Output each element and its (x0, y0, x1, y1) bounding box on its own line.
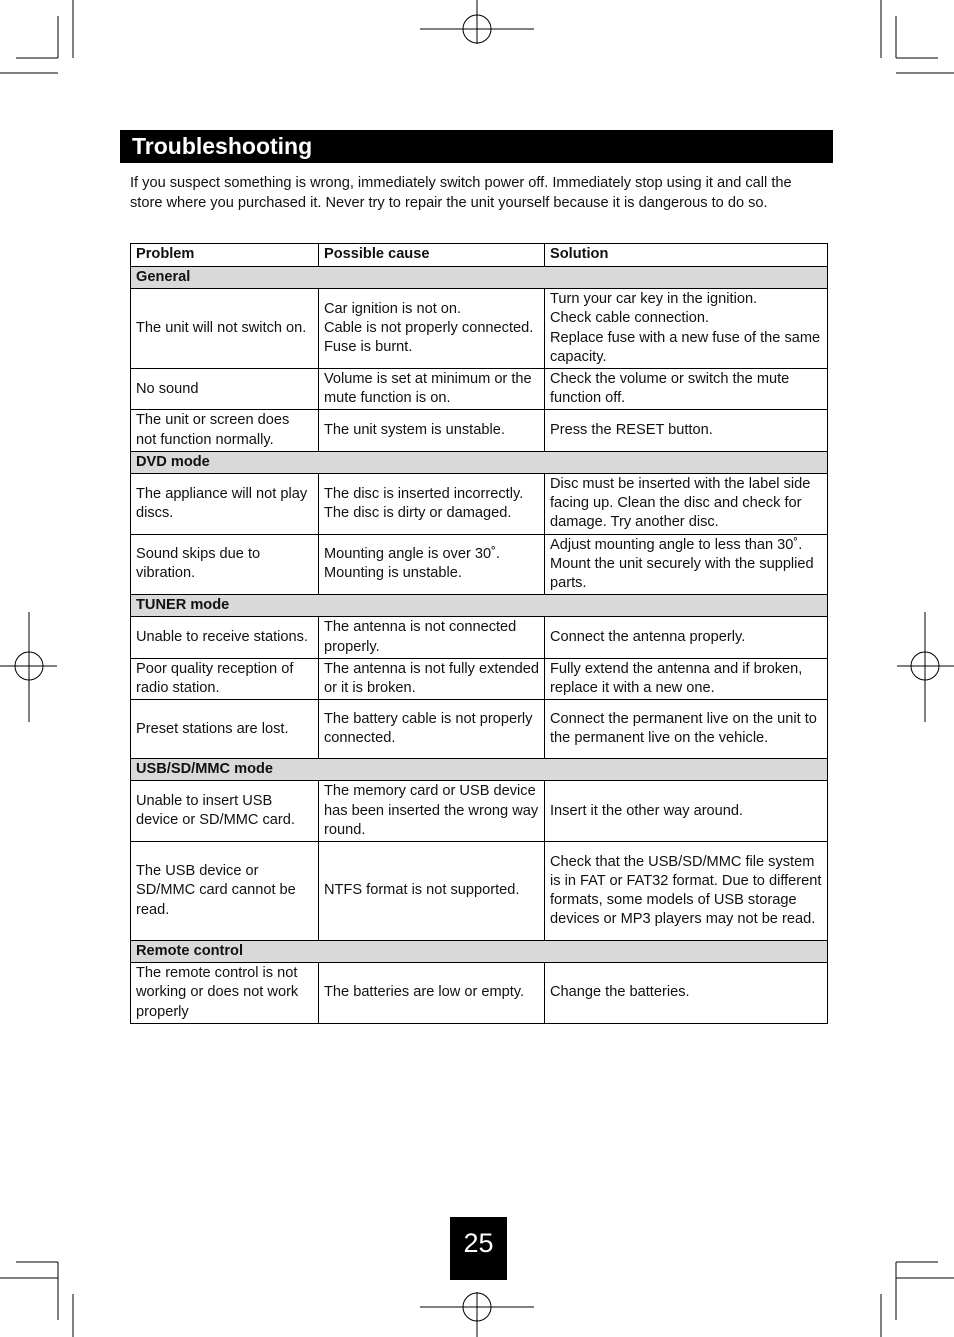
solution-text: Connect the antenna properly. (550, 629, 746, 646)
table-row (131, 617, 828, 658)
problem-text: Preset stations are lost. (136, 720, 289, 737)
problem-cell (131, 842, 319, 941)
table-body (131, 267, 828, 1024)
solution-cell (545, 410, 828, 451)
intro-paragraph: If you suspect something is wrong, immediately switch power off. Immediately stop using it and call the store where you purchased it. Never try to repair the unit yourself because it is dangerous to do so. (130, 175, 792, 211)
cause-cell (319, 963, 545, 1024)
cause-cell (319, 700, 545, 759)
solution-text: Connect the permanent live on the unit to the permanent live on the vehicle. (550, 711, 817, 747)
solution-cell (545, 658, 828, 699)
problem-text: Sound skips due to vibration. (136, 546, 261, 582)
problem-cell (131, 658, 319, 699)
cause-cell (319, 410, 545, 451)
cause-text: Fuse is burnt. (324, 339, 413, 356)
section-row (131, 451, 828, 473)
table-row (131, 410, 828, 451)
column-header-problem: Problem (131, 244, 319, 267)
cause-text: The antenna is not connected properly. (324, 619, 517, 655)
table-row (131, 842, 828, 941)
cause-cell (319, 474, 545, 535)
problem-cell (131, 474, 319, 535)
solution-text: Mount the unit securely with the supplied parts. (550, 555, 814, 592)
solution-cell (545, 700, 828, 759)
cause-cell (319, 781, 545, 842)
cause-cell (319, 842, 545, 941)
cause-text: The batteries are low or empty. (324, 984, 525, 1001)
cause-cell (319, 289, 545, 369)
cause-text: Mounting angle is over 30˚. (324, 546, 501, 563)
problem-text: The unit will not switch on. (136, 320, 307, 336)
cause-text: Car ignition is not on. (324, 300, 462, 317)
solution-text: Adjust mounting angle to less than 30˚. (550, 536, 803, 553)
cause-text: Cable is not properly connected. (324, 320, 534, 336)
problem-cell (131, 700, 319, 759)
problem-text: The appliance will not play discs. (136, 485, 308, 521)
cause-cell (319, 369, 545, 410)
solution-cell (545, 781, 828, 842)
table-row (131, 369, 828, 410)
cause-text: The unit system is unstable. (324, 422, 505, 439)
section-title: DVD mode (131, 451, 828, 473)
solution-cell (545, 534, 828, 595)
solution-cell (545, 842, 828, 941)
section-row (131, 759, 828, 781)
cause-cell (319, 617, 545, 658)
solution-cell (545, 289, 828, 369)
problem-cell (131, 963, 319, 1024)
problem-text: The remote control is not working or does not work properly (136, 965, 299, 1020)
cause-text: The battery cable is not properly connected. (324, 711, 533, 747)
problem-cell (131, 410, 319, 451)
table-header-row (131, 244, 828, 267)
table-row (131, 700, 828, 759)
problem-text: The unit or screen does not function normally. (136, 412, 290, 448)
section-title: Remote control (131, 941, 828, 963)
solution-text: Check cable connection. (550, 310, 710, 327)
cause-text: The disc is dirty or damaged. (324, 504, 512, 521)
solution-text: Disc must be inserted with the label side facing up. Clean the disc and check for damage. Try another disc. (550, 476, 811, 531)
problem-cell (131, 289, 319, 369)
table-row (131, 963, 828, 1024)
table-row (131, 289, 828, 369)
table-row (131, 658, 828, 699)
cause-cell (319, 534, 545, 595)
solution-cell (545, 474, 828, 535)
solution-text: Replace fuse with a new fuse of the same capacity. (550, 329, 821, 365)
solution-text: Turn your car key in the ignition. (550, 291, 758, 308)
cause-text: The memory card or USB device has been inserted the wrong way round. (324, 783, 539, 838)
section-title: USB/SD/MMC mode (131, 759, 828, 781)
section-title: General (131, 267, 828, 289)
problem-cell (131, 617, 319, 658)
cause-text: The antenna is not fully extended or it is broken. (324, 660, 540, 697)
column-header-cause: Possible cause (319, 244, 545, 267)
solution-text: Check that the USB/SD/MMC file system is in FAT or FAT32 format. Due to different formats, some models of USB storage devices or MP3 players may not be read. (550, 853, 822, 928)
table-row (131, 474, 828, 535)
solution-text: Change the batteries. (550, 984, 690, 1001)
cause-text: The disc is inserted incorrectly. (324, 485, 524, 502)
problem-cell (131, 781, 319, 842)
problem-text: Poor quality reception of radio station. (136, 660, 294, 697)
page-number: 25 (450, 1217, 507, 1280)
problem-text: The USB device or SD/MMC card cannot be read. (136, 863, 296, 918)
section-row (131, 267, 828, 289)
cause-text: NTFS format is not supported. (324, 882, 520, 899)
problem-cell (131, 369, 319, 410)
page-title: Troubleshooting (120, 130, 833, 163)
table-row (131, 534, 828, 595)
solution-cell (545, 369, 828, 410)
troubleshooting-table (130, 243, 828, 1024)
problem-cell (131, 534, 319, 595)
solution-text: Fully extend the antenna and if broken, replace it with a new one. (550, 660, 803, 697)
section-title: TUNER mode (131, 595, 828, 617)
section-row (131, 595, 828, 617)
problem-text: Unable to insert USB device or SD/MMC card. (136, 793, 295, 829)
cause-cell (319, 658, 545, 699)
cause-text: Mounting is unstable. (324, 565, 462, 582)
problem-text: No sound (136, 380, 199, 397)
solution-cell (545, 617, 828, 658)
solution-cell (545, 963, 828, 1024)
table-row (131, 781, 828, 842)
solution-text: Check the volume or switch the mute function off. (550, 371, 790, 407)
section-row (131, 941, 828, 963)
solution-text: Press the RESET button. (550, 422, 713, 439)
problem-text: Unable to receive stations. (136, 629, 308, 646)
cause-text: Volume is set at minimum or the mute function is on. (324, 371, 532, 407)
solution-text: Insert it the other way around. (550, 802, 744, 819)
column-header-solution: Solution (545, 244, 828, 267)
